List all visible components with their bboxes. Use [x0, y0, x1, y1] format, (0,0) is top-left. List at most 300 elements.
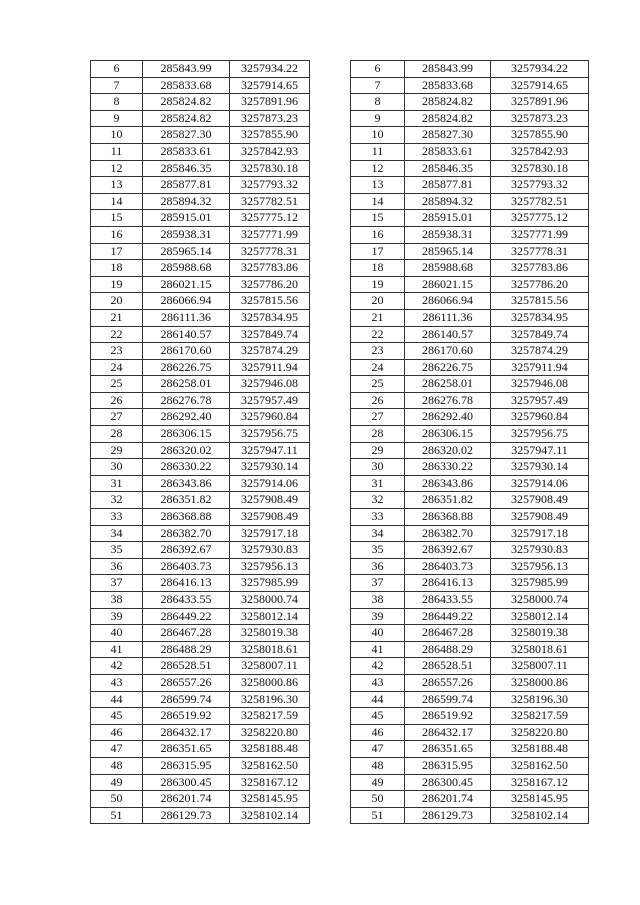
y-coordinate-cell: 3258188.48: [491, 741, 589, 758]
x-coordinate-cell: 285824.82: [405, 94, 491, 111]
point-number-cell: 6: [91, 61, 143, 78]
point-number-cell: 47: [91, 741, 143, 758]
table-row: [91, 143, 310, 160]
x-coordinate-cell: 286528.51: [143, 658, 230, 675]
point-number-cell: 44: [351, 691, 405, 708]
point-number-cell: 42: [351, 658, 405, 675]
point-number-cell: 21: [91, 309, 143, 326]
table-row: [351, 691, 589, 708]
table-row: [91, 210, 310, 227]
x-coordinate-cell: 285965.14: [405, 243, 491, 260]
x-coordinate-cell: 285843.99: [405, 61, 491, 78]
table-row: [351, 774, 589, 791]
table-row: [351, 641, 589, 658]
table-row: [351, 94, 589, 111]
x-coordinate-cell: 286382.70: [143, 525, 230, 542]
table-row: [91, 708, 310, 725]
point-number-cell: 10: [91, 127, 143, 144]
point-number-cell: 15: [91, 210, 143, 227]
table-row: [351, 558, 589, 575]
y-coordinate-cell: 3257957.49: [491, 392, 589, 409]
table-row: [351, 475, 589, 492]
x-coordinate-cell: 285833.68: [143, 77, 230, 94]
table-row: [351, 608, 589, 625]
table-row: [351, 326, 589, 343]
y-coordinate-cell: 3257778.31: [230, 243, 310, 260]
x-coordinate-cell: 286129.73: [405, 807, 491, 824]
point-number-cell: 32: [91, 492, 143, 509]
x-coordinate-cell: 286343.86: [405, 475, 491, 492]
y-coordinate-cell: 3257914.65: [491, 77, 589, 94]
x-coordinate-cell: 286528.51: [405, 658, 491, 675]
table-row: [351, 110, 589, 127]
y-coordinate-cell: 3257908.49: [491, 509, 589, 526]
point-number-cell: 8: [351, 94, 405, 111]
point-number-cell: 42: [91, 658, 143, 675]
y-coordinate-cell: 3257783.86: [491, 260, 589, 277]
point-number-cell: 7: [351, 77, 405, 94]
point-number-cell: 39: [351, 608, 405, 625]
x-coordinate-cell: 286368.88: [405, 509, 491, 526]
table-row: [91, 226, 310, 243]
point-number-cell: 46: [91, 724, 143, 741]
point-number-cell: 10: [351, 127, 405, 144]
x-coordinate-cell: 286021.15: [143, 276, 230, 293]
point-number-cell: 31: [91, 475, 143, 492]
y-coordinate-cell: 3257947.11: [230, 442, 310, 459]
point-number-cell: 45: [351, 708, 405, 725]
point-number-cell: 11: [91, 143, 143, 160]
y-coordinate-cell: 3257771.99: [491, 226, 589, 243]
y-coordinate-cell: 3257830.18: [491, 160, 589, 177]
x-coordinate-cell: 286330.22: [405, 459, 491, 476]
table-row: [91, 160, 310, 177]
point-number-cell: 27: [91, 409, 143, 426]
table-row: [351, 658, 589, 675]
point-number-cell: 33: [91, 509, 143, 526]
y-coordinate-cell: 3257956.75: [491, 426, 589, 443]
table-row: [351, 193, 589, 210]
table-row: [91, 359, 310, 376]
y-coordinate-cell: 3257834.95: [230, 309, 310, 326]
table-row: [91, 509, 310, 526]
y-coordinate-cell: 3257793.32: [491, 177, 589, 194]
point-number-cell: 38: [91, 592, 143, 609]
point-number-cell: 40: [351, 625, 405, 642]
table-row: [91, 77, 310, 94]
x-coordinate-cell: 286201.74: [405, 791, 491, 808]
point-number-cell: 43: [351, 674, 405, 691]
x-coordinate-cell: 286433.55: [143, 592, 230, 609]
point-number-cell: 50: [91, 791, 143, 808]
y-coordinate-cell: 3257914.06: [230, 475, 310, 492]
table-row: [91, 442, 310, 459]
point-number-cell: 23: [351, 343, 405, 360]
table-row: [351, 376, 589, 393]
y-coordinate-cell: 3257815.56: [491, 293, 589, 310]
x-coordinate-cell: 286351.82: [405, 492, 491, 509]
x-coordinate-cell: 285833.68: [405, 77, 491, 94]
x-coordinate-cell: 286330.22: [143, 459, 230, 476]
x-coordinate-cell: 286066.94: [143, 293, 230, 310]
coordinate-table-left: [90, 60, 310, 824]
point-number-cell: 37: [91, 575, 143, 592]
table-row: [91, 608, 310, 625]
table-row: [351, 160, 589, 177]
x-coordinate-cell: 285833.61: [405, 143, 491, 160]
table-row: [91, 625, 310, 642]
point-number-cell: 25: [351, 376, 405, 393]
y-coordinate-cell: 3258000.86: [230, 674, 310, 691]
y-coordinate-cell: 3257985.99: [491, 575, 589, 592]
y-coordinate-cell: 3257874.29: [230, 343, 310, 360]
x-coordinate-cell: 286351.65: [143, 741, 230, 758]
y-coordinate-cell: 3257908.49: [230, 492, 310, 509]
x-coordinate-cell: 286432.17: [143, 724, 230, 741]
y-coordinate-cell: 3257783.86: [230, 260, 310, 277]
y-coordinate-cell: 3258000.74: [230, 592, 310, 609]
table-row: [91, 741, 310, 758]
y-coordinate-cell: 3257782.51: [491, 193, 589, 210]
y-coordinate-cell: 3257842.93: [491, 143, 589, 160]
y-coordinate-cell: 3258196.30: [491, 691, 589, 708]
y-coordinate-cell: 3257946.08: [230, 376, 310, 393]
y-coordinate-cell: 3257985.99: [230, 575, 310, 592]
point-number-cell: 17: [351, 243, 405, 260]
y-coordinate-cell: 3257775.12: [230, 210, 310, 227]
y-coordinate-cell: 3257956.13: [230, 558, 310, 575]
table-row: [351, 143, 589, 160]
x-coordinate-cell: 285894.32: [405, 193, 491, 210]
y-coordinate-cell: 3258019.38: [230, 625, 310, 642]
y-coordinate-cell: 3257946.08: [491, 376, 589, 393]
x-coordinate-cell: 286488.29: [143, 641, 230, 658]
table-row: [351, 243, 589, 260]
y-coordinate-cell: 3258018.61: [230, 641, 310, 658]
y-coordinate-cell: 3257874.29: [491, 343, 589, 360]
point-number-cell: 11: [351, 143, 405, 160]
point-number-cell: 38: [351, 592, 405, 609]
y-coordinate-cell: 3257855.90: [230, 127, 310, 144]
table-row: [351, 509, 589, 526]
y-coordinate-cell: 3258167.12: [491, 774, 589, 791]
y-coordinate-cell: 3258162.50: [491, 757, 589, 774]
point-number-cell: 20: [91, 293, 143, 310]
point-number-cell: 22: [91, 326, 143, 343]
x-coordinate-cell: 286111.36: [143, 309, 230, 326]
point-number-cell: 25: [91, 376, 143, 393]
x-coordinate-cell: 286300.45: [143, 774, 230, 791]
point-number-cell: 41: [91, 641, 143, 658]
table-row: [351, 592, 589, 609]
table-row: [91, 691, 310, 708]
point-number-cell: 27: [351, 409, 405, 426]
x-coordinate-cell: 286300.45: [405, 774, 491, 791]
x-coordinate-cell: 286021.15: [405, 276, 491, 293]
point-number-cell: 31: [351, 475, 405, 492]
y-coordinate-cell: 3258217.59: [230, 708, 310, 725]
x-coordinate-cell: 286599.74: [405, 691, 491, 708]
point-number-cell: 36: [351, 558, 405, 575]
x-coordinate-cell: 285824.82: [143, 94, 230, 111]
table-row: [91, 542, 310, 559]
y-coordinate-cell: 3258019.38: [491, 625, 589, 642]
x-coordinate-cell: 286382.70: [405, 525, 491, 542]
x-coordinate-cell: 285965.14: [143, 243, 230, 260]
y-coordinate-cell: 3258000.86: [491, 674, 589, 691]
y-coordinate-cell: 3257873.23: [230, 110, 310, 127]
y-coordinate-cell: 3257930.14: [230, 459, 310, 476]
y-coordinate-cell: 3257842.93: [230, 143, 310, 160]
y-coordinate-cell: 3258000.74: [491, 592, 589, 609]
y-coordinate-cell: 3258162.50: [230, 757, 310, 774]
table-row: [351, 807, 589, 824]
point-number-cell: 40: [91, 625, 143, 642]
point-number-cell: 18: [351, 260, 405, 277]
table-row: [91, 127, 310, 144]
y-coordinate-cell: 3257771.99: [230, 226, 310, 243]
y-coordinate-cell: 3257917.18: [230, 525, 310, 542]
y-coordinate-cell: 3257891.96: [230, 94, 310, 111]
y-coordinate-cell: 3258167.12: [230, 774, 310, 791]
x-coordinate-cell: 286392.67: [405, 542, 491, 559]
y-coordinate-cell: 3257815.56: [230, 293, 310, 310]
x-coordinate-cell: 286306.15: [143, 426, 230, 443]
point-number-cell: 21: [351, 309, 405, 326]
table-row: [351, 210, 589, 227]
x-coordinate-cell: 286292.40: [143, 409, 230, 426]
x-coordinate-cell: 286488.29: [405, 641, 491, 658]
x-coordinate-cell: 286258.01: [143, 376, 230, 393]
table-row: [351, 575, 589, 592]
x-coordinate-cell: 286226.75: [143, 359, 230, 376]
table-row: [91, 326, 310, 343]
table-row: [91, 525, 310, 542]
y-coordinate-cell: 3257914.65: [230, 77, 310, 94]
y-coordinate-cell: 3258007.11: [491, 658, 589, 675]
table-row: [91, 558, 310, 575]
x-coordinate-cell: 285915.01: [405, 210, 491, 227]
table-row: [351, 459, 589, 476]
point-number-cell: 12: [91, 160, 143, 177]
point-number-cell: 34: [91, 525, 143, 542]
x-coordinate-cell: 286467.28: [143, 625, 230, 642]
x-coordinate-cell: 286226.75: [405, 359, 491, 376]
point-number-cell: 12: [351, 160, 405, 177]
point-number-cell: 20: [351, 293, 405, 310]
point-number-cell: 19: [91, 276, 143, 293]
point-number-cell: 36: [91, 558, 143, 575]
x-coordinate-cell: 286519.92: [143, 708, 230, 725]
point-number-cell: 24: [91, 359, 143, 376]
x-coordinate-cell: 285877.81: [143, 177, 230, 194]
x-coordinate-cell: 286557.26: [405, 674, 491, 691]
x-coordinate-cell: 285824.82: [143, 110, 230, 127]
y-coordinate-cell: 3257830.18: [230, 160, 310, 177]
x-coordinate-cell: 286066.94: [405, 293, 491, 310]
table-row: [91, 110, 310, 127]
point-number-cell: 26: [91, 392, 143, 409]
table-row: [91, 641, 310, 658]
table-row: [91, 260, 310, 277]
y-coordinate-cell: 3257956.13: [491, 558, 589, 575]
table-row: [351, 260, 589, 277]
y-coordinate-cell: 3257911.94: [230, 359, 310, 376]
point-number-cell: 32: [351, 492, 405, 509]
table-row: [91, 243, 310, 260]
x-coordinate-cell: 285938.31: [143, 226, 230, 243]
y-coordinate-cell: 3257934.22: [491, 61, 589, 78]
y-coordinate-cell: 3258102.14: [491, 807, 589, 824]
point-number-cell: 48: [351, 757, 405, 774]
table-row: [91, 309, 310, 326]
y-coordinate-cell: 3257908.49: [491, 492, 589, 509]
x-coordinate-cell: 286432.17: [405, 724, 491, 741]
y-coordinate-cell: 3257956.75: [230, 426, 310, 443]
y-coordinate-cell: 3257947.11: [491, 442, 589, 459]
point-number-cell: 6: [351, 61, 405, 78]
x-coordinate-cell: 286368.88: [143, 509, 230, 526]
y-coordinate-cell: 3257834.95: [491, 309, 589, 326]
point-number-cell: 37: [351, 575, 405, 592]
point-number-cell: 43: [91, 674, 143, 691]
point-number-cell: 16: [91, 226, 143, 243]
point-number-cell: 35: [91, 542, 143, 559]
y-coordinate-cell: 3257786.20: [230, 276, 310, 293]
y-coordinate-cell: 3258018.61: [491, 641, 589, 658]
point-number-cell: 28: [351, 426, 405, 443]
y-coordinate-cell: 3257855.90: [491, 127, 589, 144]
table-row: [351, 61, 589, 78]
x-coordinate-cell: 285824.82: [405, 110, 491, 127]
table-row: [351, 542, 589, 559]
table-row: [91, 492, 310, 509]
table-row: [91, 293, 310, 310]
y-coordinate-cell: 3257782.51: [230, 193, 310, 210]
table-row: [351, 293, 589, 310]
point-number-cell: 33: [351, 509, 405, 526]
point-number-cell: 50: [351, 791, 405, 808]
x-coordinate-cell: 286276.78: [143, 392, 230, 409]
x-coordinate-cell: 285938.31: [405, 226, 491, 243]
y-coordinate-cell: 3257778.31: [491, 243, 589, 260]
table-row: [91, 592, 310, 609]
y-coordinate-cell: 3258188.48: [230, 741, 310, 758]
x-coordinate-cell: 285915.01: [143, 210, 230, 227]
point-number-cell: 24: [351, 359, 405, 376]
x-coordinate-cell: 286258.01: [405, 376, 491, 393]
point-number-cell: 14: [351, 193, 405, 210]
x-coordinate-cell: 286111.36: [405, 309, 491, 326]
table-row: [351, 791, 589, 808]
y-coordinate-cell: 3257957.49: [230, 392, 310, 409]
x-coordinate-cell: 286315.95: [143, 757, 230, 774]
table-row: [91, 409, 310, 426]
table-row: [91, 807, 310, 824]
y-coordinate-cell: 3258012.14: [491, 608, 589, 625]
table-row: [351, 359, 589, 376]
x-coordinate-cell: 286320.02: [143, 442, 230, 459]
x-coordinate-cell: 286129.73: [143, 807, 230, 824]
x-coordinate-cell: 286276.78: [405, 392, 491, 409]
x-coordinate-cell: 285877.81: [405, 177, 491, 194]
table-row: [351, 741, 589, 758]
x-coordinate-cell: 286170.60: [405, 343, 491, 360]
coordinate-table-left-body: [91, 61, 310, 824]
point-number-cell: 48: [91, 757, 143, 774]
point-number-cell: 49: [351, 774, 405, 791]
point-number-cell: 9: [351, 110, 405, 127]
point-number-cell: 19: [351, 276, 405, 293]
table-row: [351, 426, 589, 443]
table-row: [351, 177, 589, 194]
x-coordinate-cell: 286433.55: [405, 592, 491, 609]
table-row: [91, 392, 310, 409]
point-number-cell: 13: [91, 177, 143, 194]
x-coordinate-cell: 286351.65: [405, 741, 491, 758]
table-row: [91, 177, 310, 194]
y-coordinate-cell: 3257914.06: [491, 475, 589, 492]
table-row: [91, 426, 310, 443]
table-row: [351, 343, 589, 360]
point-number-cell: 22: [351, 326, 405, 343]
x-coordinate-cell: 286140.57: [405, 326, 491, 343]
point-number-cell: 51: [91, 807, 143, 824]
y-coordinate-cell: 3257908.49: [230, 509, 310, 526]
x-coordinate-cell: 286449.22: [143, 608, 230, 625]
y-coordinate-cell: 3257775.12: [491, 210, 589, 227]
x-coordinate-cell: 286392.67: [143, 542, 230, 559]
table-row: [91, 376, 310, 393]
y-coordinate-cell: 3258217.59: [491, 708, 589, 725]
x-coordinate-cell: 286140.57: [143, 326, 230, 343]
point-number-cell: 41: [351, 641, 405, 658]
point-number-cell: 34: [351, 525, 405, 542]
x-coordinate-cell: 286519.92: [405, 708, 491, 725]
table-row: [91, 459, 310, 476]
x-coordinate-cell: 285846.35: [405, 160, 491, 177]
table-row: [91, 757, 310, 774]
point-number-cell: 8: [91, 94, 143, 111]
y-coordinate-cell: 3257930.14: [491, 459, 589, 476]
x-coordinate-cell: 286320.02: [405, 442, 491, 459]
table-row: [91, 791, 310, 808]
y-coordinate-cell: 3257873.23: [491, 110, 589, 127]
y-coordinate-cell: 3258012.14: [230, 608, 310, 625]
table-row: [351, 757, 589, 774]
x-coordinate-cell: 286343.86: [143, 475, 230, 492]
x-coordinate-cell: 286599.74: [143, 691, 230, 708]
x-coordinate-cell: 286315.95: [405, 757, 491, 774]
table-row: [351, 127, 589, 144]
point-number-cell: 30: [91, 459, 143, 476]
x-coordinate-cell: 286351.82: [143, 492, 230, 509]
point-number-cell: 51: [351, 807, 405, 824]
table-row: [91, 674, 310, 691]
point-number-cell: 15: [351, 210, 405, 227]
table-row: [91, 61, 310, 78]
table-row: [351, 276, 589, 293]
x-coordinate-cell: 286557.26: [143, 674, 230, 691]
point-number-cell: 18: [91, 260, 143, 277]
point-number-cell: 23: [91, 343, 143, 360]
x-coordinate-cell: 286292.40: [405, 409, 491, 426]
point-number-cell: 26: [351, 392, 405, 409]
point-number-cell: 14: [91, 193, 143, 210]
x-coordinate-cell: 285846.35: [143, 160, 230, 177]
table-row: [351, 674, 589, 691]
y-coordinate-cell: 3258145.95: [491, 791, 589, 808]
